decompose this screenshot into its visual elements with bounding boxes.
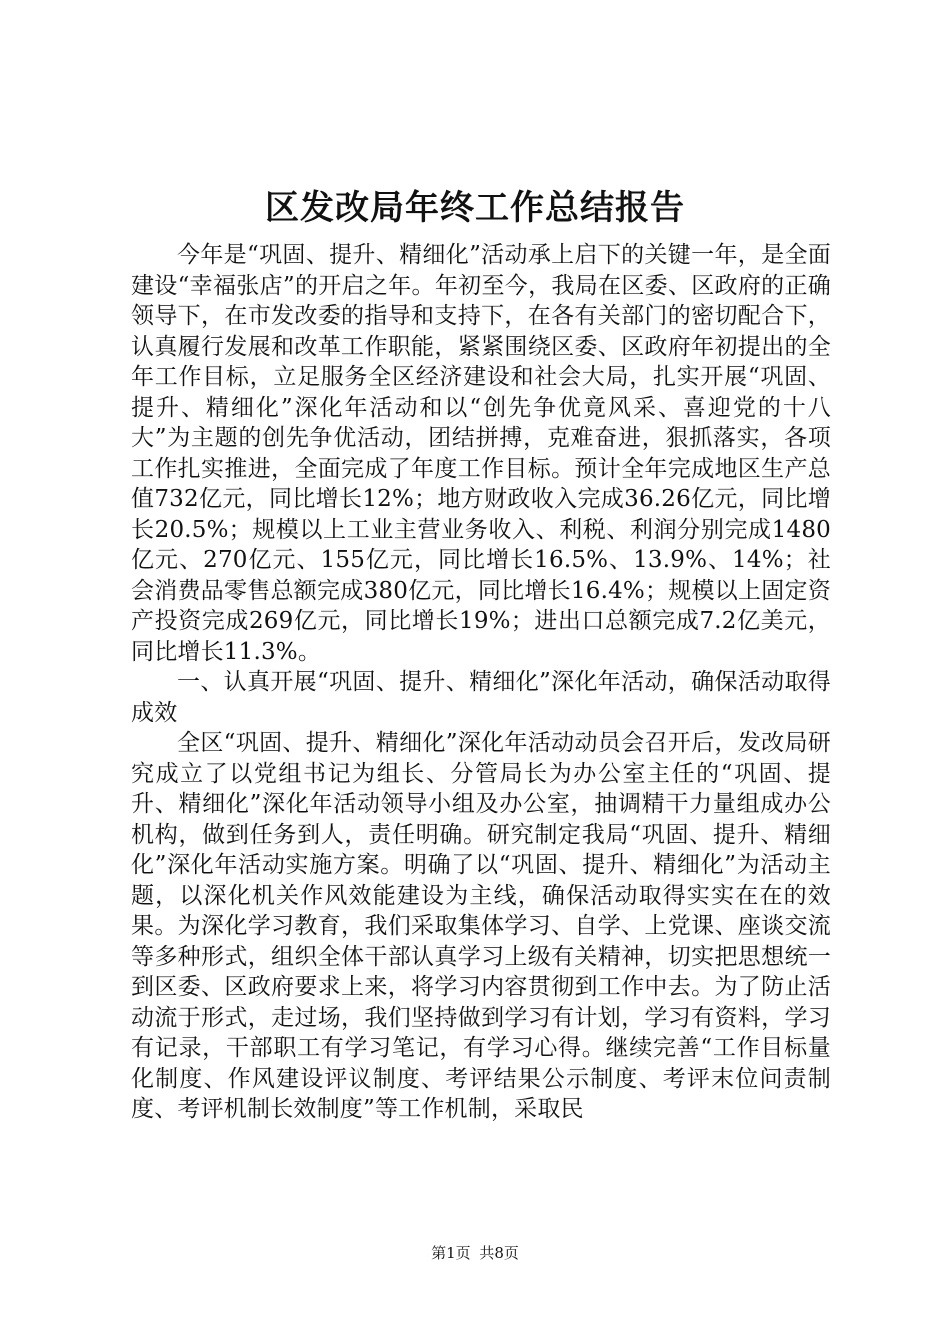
page-total: 共8页: [479, 1244, 519, 1262]
page-number: 第1页: [431, 1244, 471, 1262]
section-heading-1: 一、认真开展“巩固、提升、精细化”深化年活动，确保活动取得成效: [131, 669, 831, 726]
document-title: 区发改局年终工作总结报告: [265, 188, 685, 228]
section-paragraph-1: 全区“巩固、提升、精细化”深化年活动动员会召开后，发改局研究成立了以党组书记为组长、分管局长为办公室主任的“巩固、提升、精细化”深化年活动领导小组及办公室，抽调精干力量组成办公机构，做到任务到人，责任明确。研究制定我局“巩固、提升、精细化”深化年活动实施方案。明确了以“巩固、提升、精细化”为活动主题，以深化机关作风效能建设为主线，确保活动取得实实在在的效果。为深化学习教育，我们采取集体学习、自学、上党课、座谈交流等多种形式，组织全体干部认真学习上级有关精神，切实把思想统一到区委、区政府要求上来，将学习内容贯彻到工作中去。为了防止活动流于形式，走过场，我们坚持做到学习有计划，学习有资料，学习有记录，干部职工有学习笔记，有学习心得。继续完善“工作目标量化制度、作风建设评议制度、考评结果公示制度、考评末位问责制度、考评机制长效制度”等工作机制，采取民: [131, 730, 831, 1122]
document-body: [131, 240, 831, 1125]
intro-paragraph: 今年是“巩固、提升、精细化”活动承上启下的关键一年，是全面建设“幸福张店”的开启之年。年初至今，我局在区委、区政府的正确领导下，在市发改委的指导和支持下，在各有关部门的密切配合下，认真履行发展和改革工作职能，紧紧围绕区委、区政府年初提出的全年工作目标，立足服务全区经济建设和社会大局，扎实开展“巩固、提升、精细化”深化年活动和以“创先争优竟风采、喜迎党的十八大”为主题的创先争优活动，团结拼搏，克难奋进，狠抓落实，各项工作扎实推进，全面完成了年度工作目标。预计全年完成地区生产总值732亿元，同比增长12%；地方财政收入完成36.26亿元，同比增长20.5%；规模以上工业主营业务收入、利税、利润分别完成1480亿元、270亿元、155亿元，同比增长16.5%、13.9%、14%；社会消费品零售总额完成380亿元，同比增长16.4%；规模以上固定资产投资完成269亿元，同比增长19%；进出口总额完成7.2亿美元，同比增长11.3%。: [131, 242, 831, 665]
page-footer: [0, 1243, 950, 1263]
